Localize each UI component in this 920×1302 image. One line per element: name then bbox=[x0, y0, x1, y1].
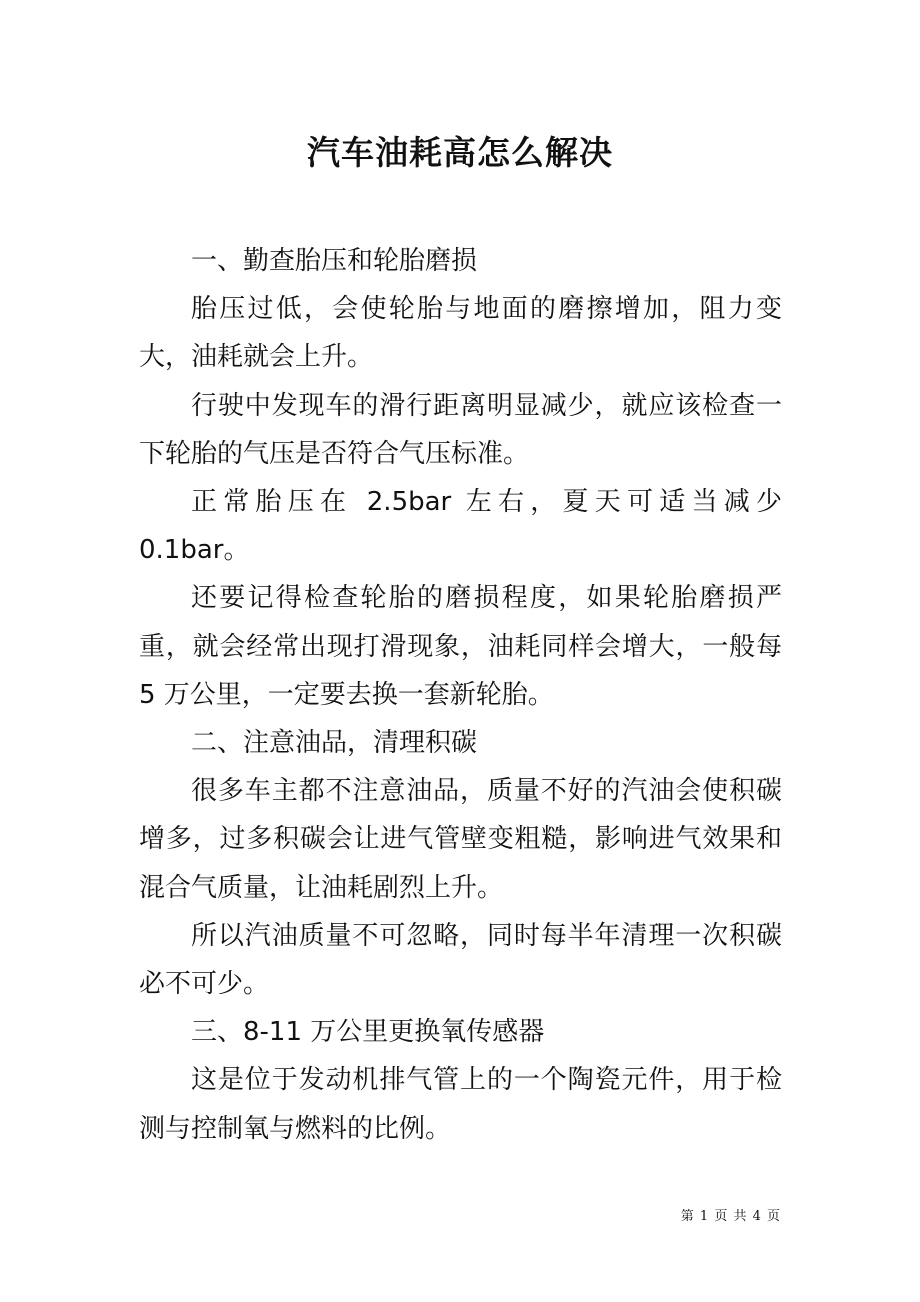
page-number-footer: 第 1 页 共 4 页 bbox=[680, 1209, 781, 1224]
section-heading-1: 一、勤查胎压和轮胎磨损 bbox=[191, 246, 478, 276]
paragraph: 这是位于发动机排气管上的一个陶瓷元件，用于检测与控制氧与燃料的比例。 bbox=[139, 1065, 782, 1144]
section-heading-2: 二、注意油品，清理积碳 bbox=[191, 728, 478, 759]
paragraph: 所以汽油质量不可忽略，同时每半年清理一次积碳必不可少。 bbox=[139, 920, 782, 1000]
document-body bbox=[139, 237, 782, 1153]
document-title: 汽车油耗高怎么解决 bbox=[307, 133, 613, 172]
paragraph: 很多车主都不注意油品，质量不好的汽油会使积碳增多，过多积碳会让进气管壁变粗糙，影响进气效果和混合气质量，让油耗剧烈上升。 bbox=[139, 776, 782, 903]
paragraph: 行驶中发现车的滑行距离明显减少，就应该检查一下轮胎的气压是否符合气压标准。 bbox=[139, 390, 782, 469]
paragraph: 正常胎压在 2.5bar 左右，夏天可适当减少 0.1bar。 bbox=[139, 487, 782, 566]
paragraph: 胎压过低，会使轮胎与地面的磨擦增加，阻力变大，油耗就会上升。 bbox=[139, 294, 782, 373]
section-heading-3: 三、8-11 万公里更换氧传感器 bbox=[191, 1017, 545, 1048]
paragraph: 还要记得检查轮胎的磨损程度，如果轮胎磨损严重，就会经常出现打滑现象，油耗同样会增大，一般每 5 万公里，一定要去换一套新轮胎。 bbox=[139, 583, 782, 710]
